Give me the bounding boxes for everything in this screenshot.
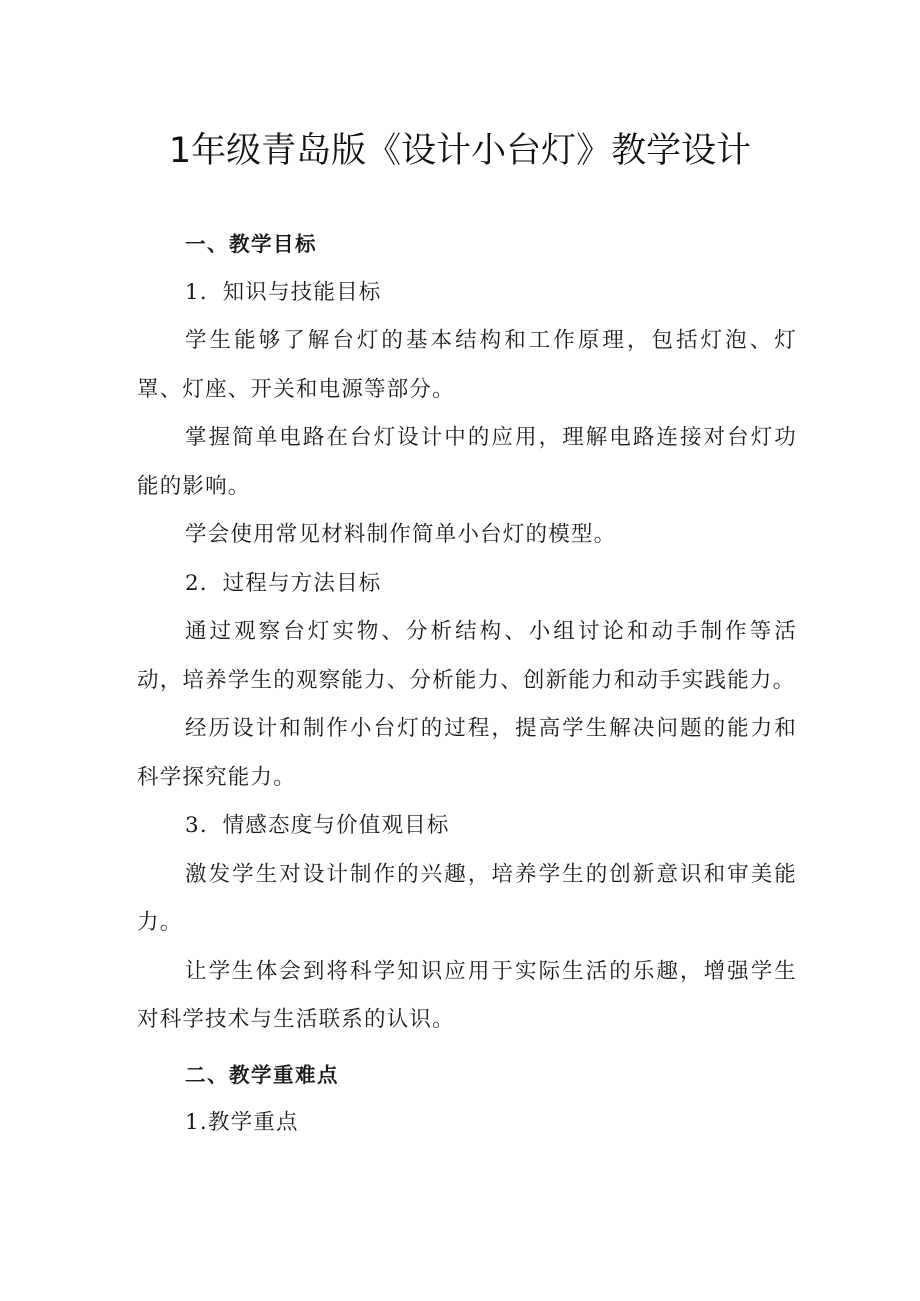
- document-body: [137, 220, 797, 1148]
- paragraph: 通过观察台灯实物、分析结构、小组讨论和动手制作等活动，培养学生的观察能力、分析能力、创新能力和动手实践能力。: [137, 619, 797, 693]
- section-heading-teaching-goals: 一、教学目标: [185, 232, 317, 256]
- document-title: 1年级青岛版《设计小台灯》教学设计: [168, 131, 752, 171]
- paragraph: 学生能够了解台灯的基本结构和工作原理，包括灯泡、灯罩、灯座、开关和电源等部分。: [137, 328, 797, 402]
- subsection-heading-teaching-focus: 1.教学重点: [185, 1110, 299, 1135]
- subsection-heading-knowledge-skills: 1．知识与技能目标: [185, 279, 382, 305]
- paragraph: 激发学生对设计制作的兴趣，培养学生的创新意识和审美能力。: [137, 861, 797, 935]
- paragraph: 掌握简单电路在台灯设计中的应用，理解电路连接对台灯功能的影响。: [137, 425, 797, 499]
- subsection-heading-attitudes-values: 3．情感态度与价值观目标: [185, 813, 450, 838]
- paragraph: 让学生体会到将科学知识应用于实际生活的乐趣，增强学生对科学技术与生活联系的认识。: [137, 958, 797, 1032]
- subsection-heading-process-methods: 2．过程与方法目标: [185, 570, 382, 596]
- paragraph: 经历设计和制作小台灯的过程，提高学生解决问题的能力和科学探究能力。: [137, 716, 797, 790]
- paragraph: 学会使用常见材料制作简单小台灯的模型。: [185, 522, 617, 547]
- section-heading-key-difficult-points: 二、教学重难点: [185, 1062, 339, 1087]
